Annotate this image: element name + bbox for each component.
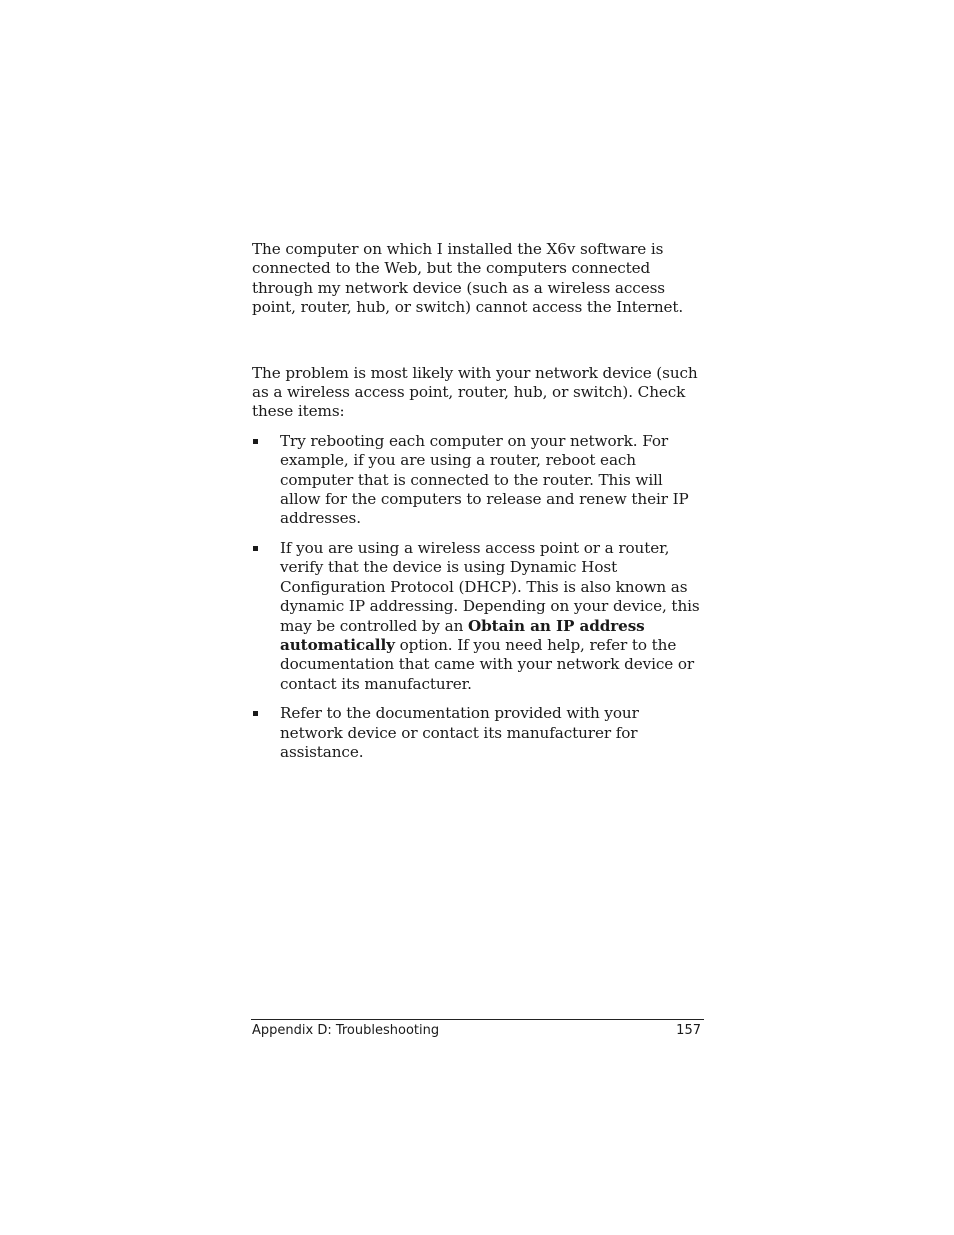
page-content <box>252 240 704 772</box>
list-item-text: Try rebooting each computer on your network. For example, if you are using a router, reboot each computer that is connected to the router. This will allow for the computers to release and renew their IP addresses. <box>280 431 689 528</box>
square-bullet-icon <box>253 546 258 551</box>
list-item <box>252 704 704 762</box>
list-item-text: If you are using a wireless access point or a router, verify that the device is using Dynamic Host Configuration Protocol (DHCP). This is also known as dynamic IP addressing. Depending on your device, this may be controlled by an <box>280 538 700 635</box>
check-items-list <box>252 432 704 763</box>
page-number: 157 <box>676 1023 701 1038</box>
square-bullet-icon <box>253 439 258 444</box>
list-item <box>252 432 704 529</box>
problem-paragraph: The computer on which I installed the X6v software is connected to the Web, but the computers connected through my network device (such as a wireless access point, router, hub, or switch) cannot access the Internet. <box>252 240 684 317</box>
square-bullet-icon <box>253 711 258 716</box>
solution-intro-paragraph: The problem is most likely with your network device (such as a wireless access point, router, hub, or switch). Check these items: <box>252 363 698 421</box>
option-name: Obtain an IP address automatically <box>280 616 645 654</box>
list-item <box>252 539 704 694</box>
list-item-text-continued: option. If you need help, refer to the documentation that came with your network device or contact its manufacturer. <box>280 635 695 693</box>
footer-section-title: Appendix D: Troubleshooting <box>252 1023 440 1038</box>
list-item-text: Refer to the documentation provided with your network device or contact its manufacturer for assistance. <box>280 704 639 761</box>
page-footer <box>251 1019 704 1038</box>
